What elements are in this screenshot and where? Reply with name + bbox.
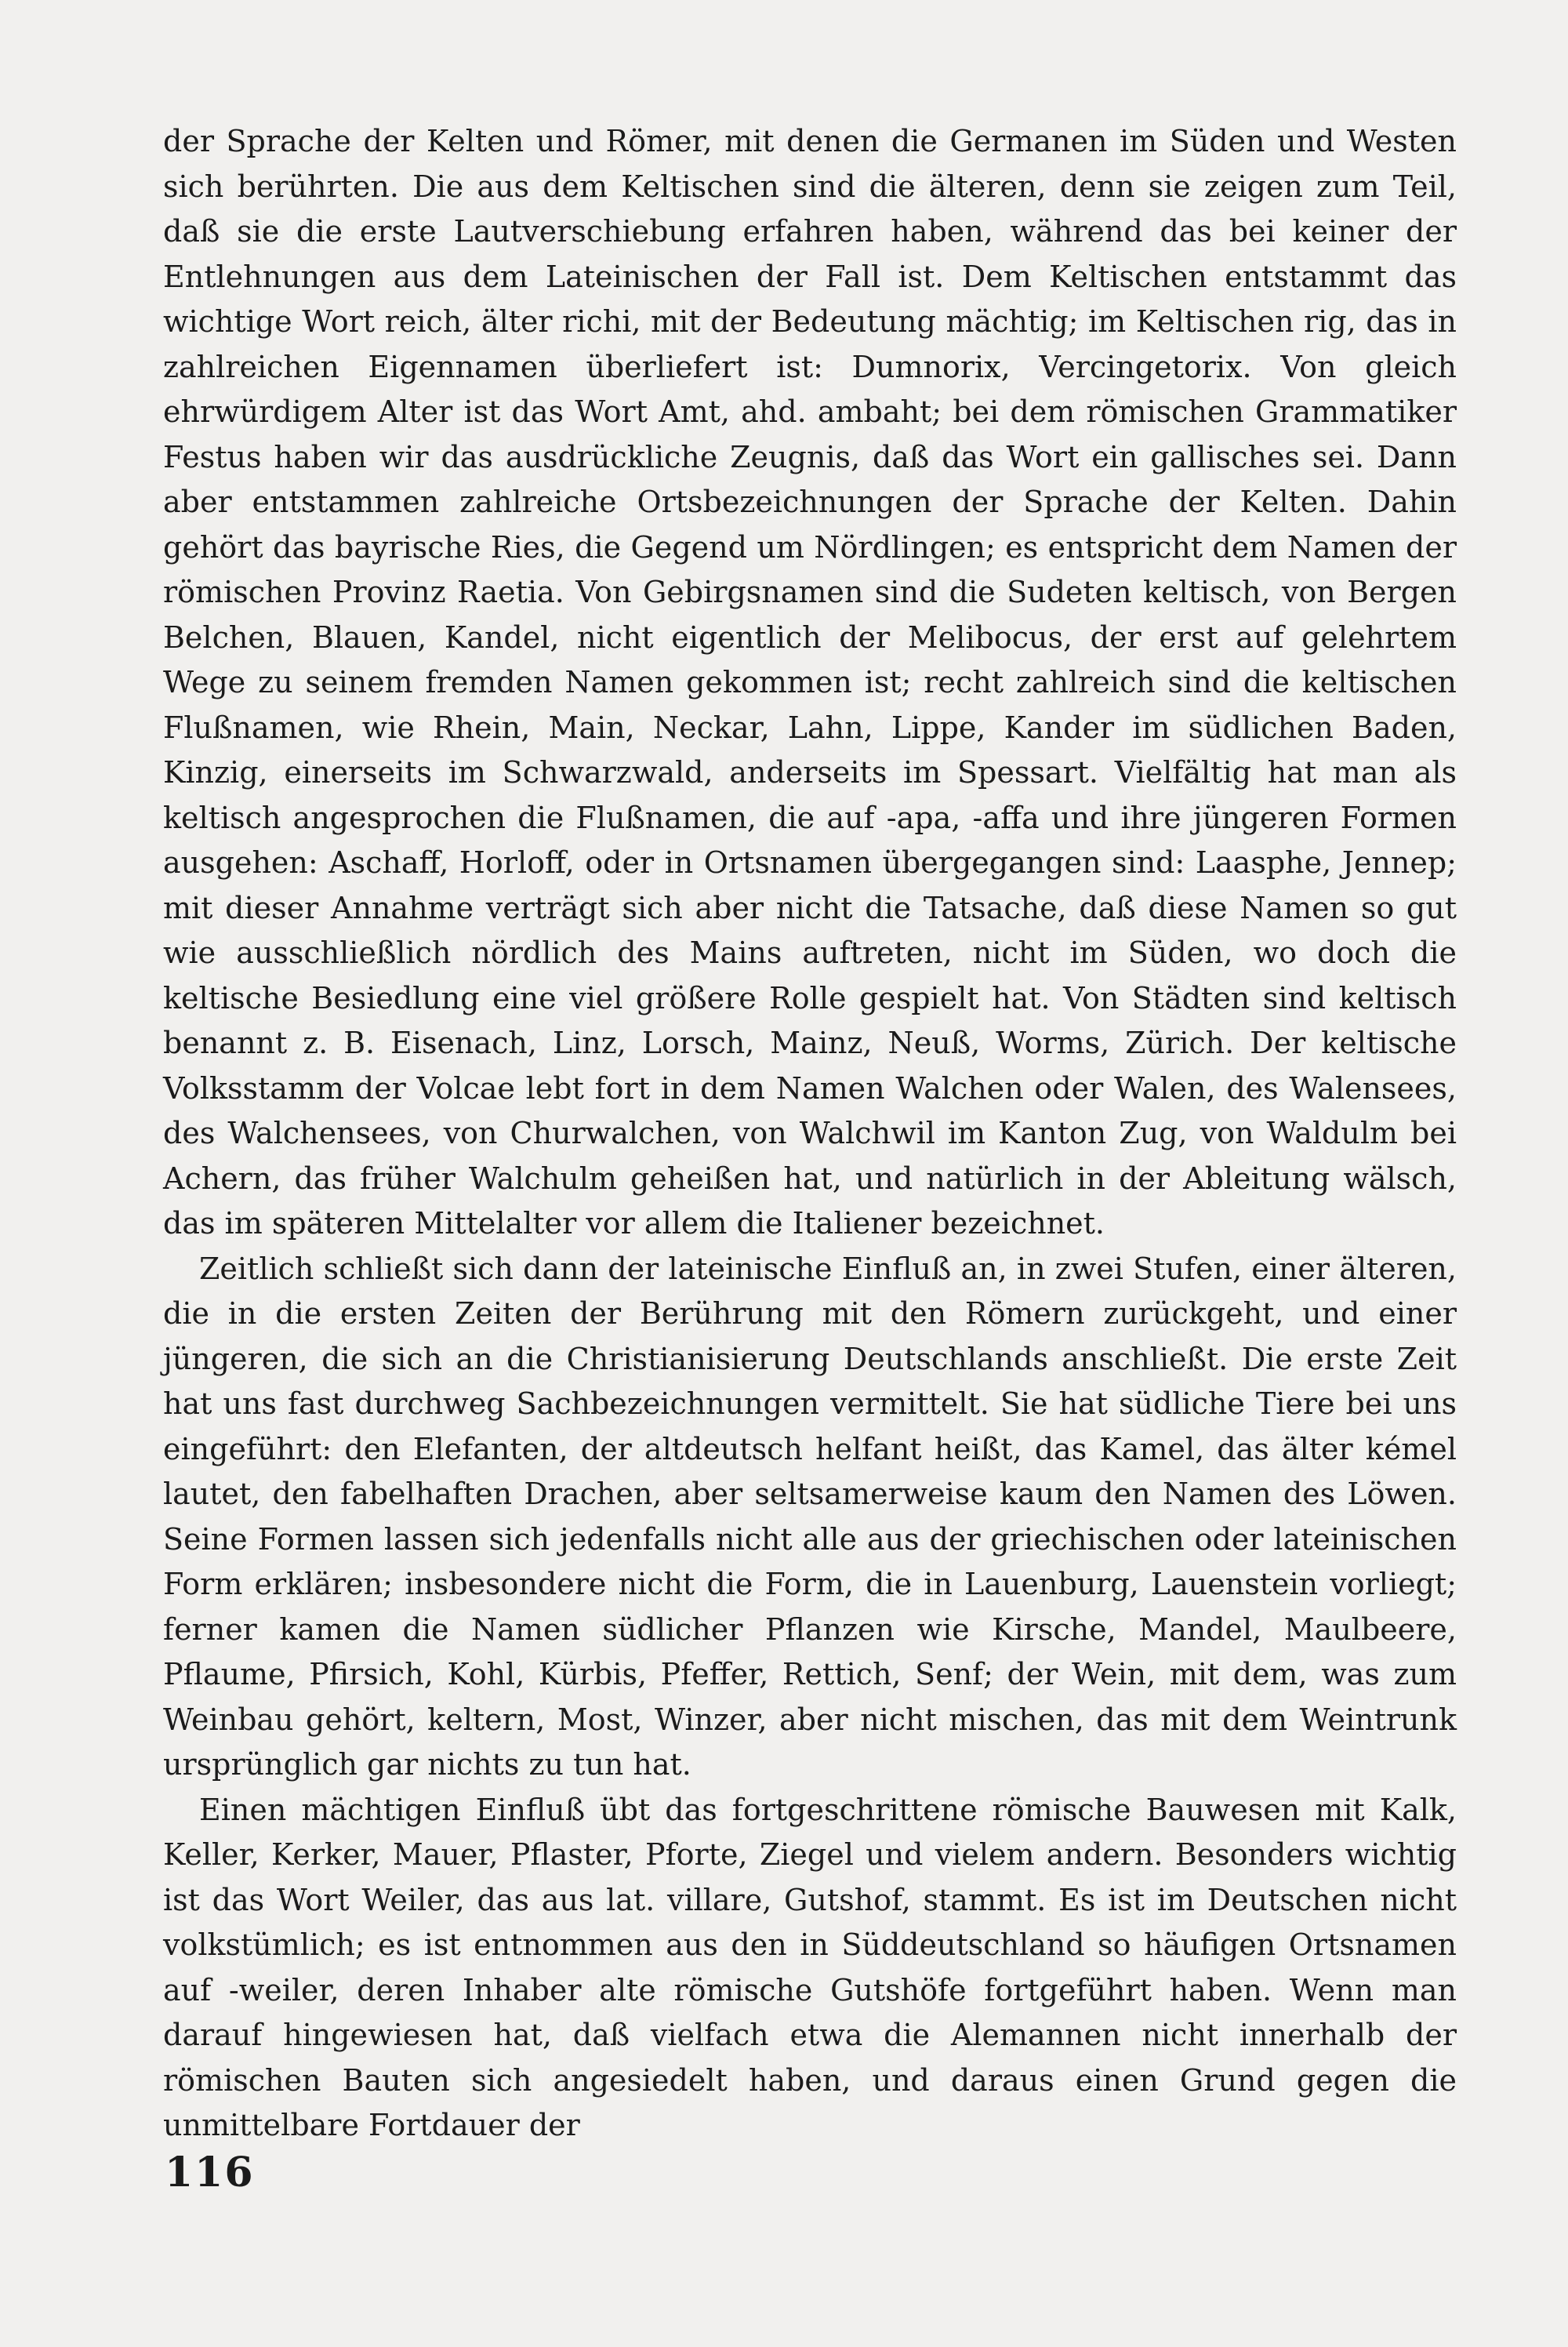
- body-text: [163, 119, 1457, 2149]
- paragraph-1: der Sprache der Kelten und Römer, mit denen die Germanen im Süden und Westen sich berührten. Die aus dem Keltischen sind die älteren, denn sie zeigen zum Teil, daß sie die erste Lautverschiebung erfahren haben, während das bei keiner der Entlehnungen aus dem Lateinischen der Fall ist. Dem Keltischen entstammt das wichtige Wort reich, älter richi, mit der Bedeutung mächtig; im Keltischen rig, das in zahlreichen Eigennamen überliefert ist: Dumnorix, Vercingetorix. Von gleich ehrwürdigem Alter ist das Wort Amt, ahd. ambaht; bei dem römischen Grammatiker Festus haben wir das ausdrückliche Zeugnis, daß das Wort ein gallisches sei. Dann aber entstammen zahlreiche Ortsbezeichnungen der Sprache der Kelten. Dahin gehört das bayrische Ries, die Gegend um Nördlingen; es entspricht dem Namen der römischen Provinz Raetia. Von Gebirgsnamen sind die Sudeten keltisch, von Bergen Belchen, Blauen, Kandel, nicht eigentlich der Melibocus, der erst auf gelehrtem Wege zu seinem fremden Namen gekommen ist; recht zahlreich sind die keltischen Flußnamen, wie Rhein, Main, Neckar, Lahn, Lippe, Kander im südlichen Baden, Kinzig, einerseits im Schwarzwald, anderseits im Spessart. Vielfältig hat man als keltisch angesprochen die Flußnamen, die auf -apa, -affa und ihre jüngeren Formen ausgehen: Aschaff, Horloff, oder in Ortsnamen übergegangen sind: Laasphe, Jennep; mit dieser Annahme verträgt sich aber nicht die Tatsache, daß diese Namen so gut wie ausschließlich nördlich des Mains auftreten, nicht im Süden, wo doch die keltische Besiedlung eine viel größere Rolle gespielt hat. Von Städten sind keltisch benannt z. B. Eisenach, Linz, Lorsch, Mainz, Neuß, Worms, Zürich. Der keltische Volksstamm der Volcae lebt fort in dem Namen Walchen oder Walen, des Walensees, des Walchensees, von Churwalchen, von Walchwil im Kanton Zug, von Waldulm bei Achern, das früher Walchulm geheißen hat, und natürlich in der Ableitung wälsch, das im späteren Mittelalter vor allem die Italiener bezeichnet.: [163, 124, 1457, 1241]
- paragraph-3: Einen mächtigen Einfluß übt das fortgeschrittene römische Bauwesen mit Kalk, Keller, Kerker, Mauer, Pflaster, Pforte, Ziegel und vielem andern. Besonders wichtig ist das Wort Weiler, das aus lat. villare, Gutshof, stammt. Es ist im Deutschen nicht volkstümlich; es ist entnommen aus den in Süddeutschland so häufigen Ortsnamen auf -weiler, deren Inhaber alte römische Gutshöfe fortgeführt haben. Wenn man darauf hingewiesen hat, daß vielfach etwa die Alemannen nicht innerhalb der römischen Bauten sich angesiedelt haben, und daraus einen Grund gegen die unmittelbare Fortdauer der: [163, 1792, 1457, 2142]
- page-number: 116: [165, 2149, 255, 2196]
- paragraph-2: Zeitlich schließt sich dann der lateinische Einfluß an, in zwei Stufen, einer älteren, die in die ersten Zeiten der Berührung mit den Römern zurückgeht, und einer jüngeren, die sich an die Christianisierung Deutschlands anschließt. Die erste Zeit hat uns fast durchweg Sachbezeichnungen vermittelt. Sie hat südliche Tiere bei uns eingeführt: den Elefanten, der altdeutsch helfant heißt, das Kamel, das älter kémel lautet, den fabelhaften Drachen, aber seltsamerweise kaum den Namen des Löwen. Seine Formen lassen sich jedenfalls nicht alle aus der griechischen oder lateinischen Form erklären; insbesondere nicht die Form, die in Lauenburg, Lauenstein vorliegt; ferner kamen die Namen südlicher Pflanzen wie Kirsche, Mandel, Maulbeere, Pflaume, Pfirsich, Kohl, Kürbis, Pfeffer, Rettich, Senf; der Wein, mit dem, was zum Weinbau gehört, keltern, Most, Winzer, aber nicht mischen, das mit dem Weintrunk ursprünglich gar nichts zu tun hat.: [163, 1251, 1457, 1782]
